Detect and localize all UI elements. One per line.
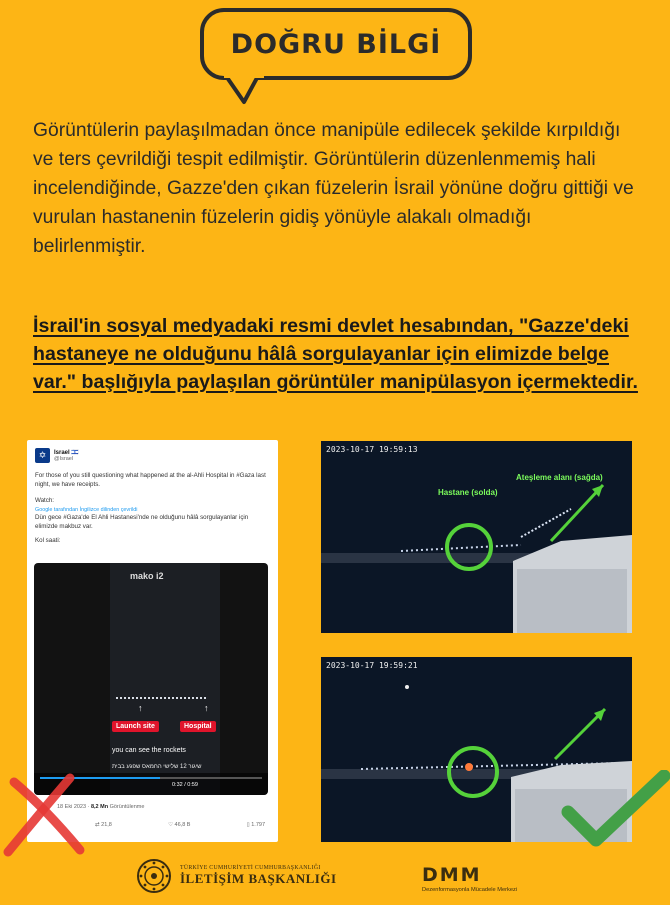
hospital-annotation: Hastane (solda)	[438, 488, 498, 497]
footer-left-big: İLETİŞİM BAŞKANLIĞI	[180, 871, 337, 886]
video-frame	[110, 563, 220, 795]
intro-paragraph: Görüntülerin paylaşılmadan önce manipüle edilecek şekilde kırpıldığı ve ters çevrildiği tespit edilmiştir. Görüntülerin düzenlenmemiş hali incelendiğinde, Gazze'den çıkan füzelerin İsrail yönüne doğru gittiği ve vurulan hastanenin füzelerin gidiş yönüyle alakalı olmadığı belirlenmiştir.	[33, 120, 634, 257]
correct-check-icon	[560, 770, 670, 850]
tweet-author-name: Israel 🇮🇱	[54, 450, 79, 456]
arrow-up-icon: ↑	[138, 703, 143, 713]
tweet-watch: Watch:	[35, 497, 55, 504]
tweet-text: For those of you still questioning what happened at the al-Ahli Hospital in #Gaza last night, we have receipts.	[35, 472, 266, 488]
tweet-body	[35, 472, 271, 546]
video-subtitle: שיגור 12 שלישי החמאס שפגע בבית	[112, 764, 202, 770]
claim-paragraph	[33, 312, 643, 396]
tweet-watch-tr: Kol saati:	[35, 537, 61, 544]
video-time: 0:32 / 0:59	[172, 782, 198, 788]
tweet-actions	[95, 822, 265, 828]
header-bubble	[200, 8, 472, 80]
tweet-author-handle: @Israel	[54, 456, 74, 462]
tweet-translated-by: Google tarafından İngilizce dilinden çevrildi	[35, 506, 138, 513]
page-title: DOĞRU BİLGİ	[230, 29, 442, 60]
claim-text: İsrail'in sosyal medyadaki resmi devlet hesabından, "Gazze'deki hastaneye ne olduğunu hâlâ sorgulayanlar için elimizde belge var." başlığıyla paylaşılan görüntüler manipülasyon içermektedir.	[33, 315, 638, 393]
footer-dmm-logo	[422, 864, 517, 893]
tweet-translation: Dün gece #Gaza'de El Ahli Hastanesi'nde ne olduğunu hâlâ sorgulayanlar için elimizde makbuz var.	[35, 514, 249, 530]
hospital-label: Hospital	[180, 721, 216, 732]
video-channel-logos: mako i2	[130, 571, 164, 581]
heart-icon: ♡	[168, 822, 174, 828]
tweet-views-label: Görüntülenme	[108, 804, 145, 810]
video-caption: you can see the rockets	[112, 747, 186, 754]
launch-site-label: Launch site	[112, 721, 159, 732]
wrong-x-icon	[0, 768, 90, 858]
footer-left-small: TÜRKİYE CUMHURİYETİ CUMHURBAŞKANLIĞI	[180, 865, 321, 871]
photo-timestamp: 2023-10-17 19:59:21	[326, 661, 418, 670]
presidency-emblem-icon	[136, 858, 172, 894]
bookmark-button[interactable]	[247, 822, 265, 828]
like-count: 46,8 B	[174, 822, 191, 828]
photo-timestamp: 2023-10-17 19:59:13	[326, 445, 418, 454]
video-shoreline-lights	[116, 697, 206, 700]
arrow-up-icon: ↑	[204, 703, 209, 713]
bookmark-count: 1.797	[251, 822, 265, 828]
footer-iletisim-logo	[136, 858, 337, 894]
repost-icon: ⇄	[95, 822, 100, 828]
bubble-tail-icon	[224, 76, 264, 106]
repost-count: 21,8	[101, 822, 112, 828]
tweet-video[interactable]	[34, 563, 268, 795]
like-button[interactable]	[168, 822, 190, 828]
tweet-date: 18 Eki 2023 ·	[57, 804, 91, 810]
launch-area-annotation: Ateşleme alanı (sağda)	[516, 473, 603, 482]
repost-button[interactable]	[95, 822, 112, 828]
cctv-photo-1	[321, 441, 632, 633]
tweet-views: 8,2 Mn	[90, 804, 109, 810]
dmm-logo-text: DMM	[422, 864, 482, 886]
dmm-subtitle: Dezenformasyonla Mücadele Merkezi	[422, 887, 518, 893]
star-of-david-icon: ✡	[35, 448, 50, 463]
tweet-header	[35, 448, 79, 463]
bookmark-icon: ▯	[246, 822, 250, 828]
photo-scene	[321, 441, 632, 633]
